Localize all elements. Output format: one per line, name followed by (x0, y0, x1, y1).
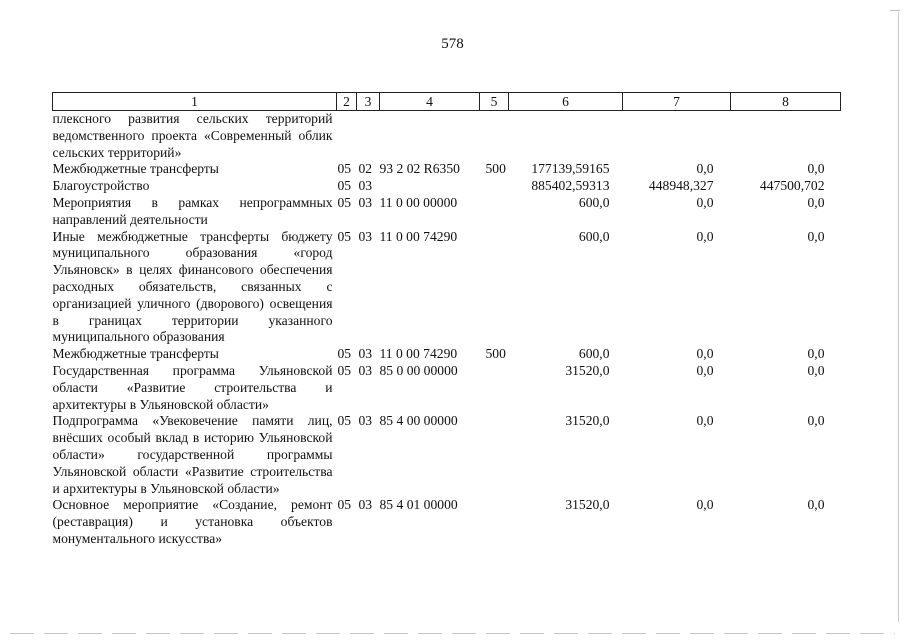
scan-edge-bottom (10, 633, 895, 634)
page-number: 578 (441, 36, 464, 52)
row-expense-type (480, 229, 509, 347)
table-row (53, 161, 841, 178)
row-section: 05 (337, 194, 352, 210)
row-expense-type (480, 363, 509, 413)
scan-edge-right (898, 12, 899, 622)
row-amount-col6: 31520,0 (565, 362, 610, 378)
budget-table (52, 92, 841, 548)
table-row (53, 346, 841, 363)
row-section: 05 (337, 228, 352, 244)
row-section: 05 (337, 161, 352, 177)
row-name: плексного развития сельских территорий ведомственного проекта «Современный облик сельских территорий» (52, 111, 333, 160)
column-header-5: 5 (480, 93, 509, 111)
row-amount-col8 (731, 111, 841, 162)
row-amount-col8: 0,0 (807, 194, 825, 210)
row-target-article (380, 111, 480, 162)
row-amount-col8: 447500,702 (759, 178, 825, 194)
row-expense-type (480, 111, 509, 162)
row-target-article: 11 0 00 00000 (379, 194, 458, 210)
row-target-article: 85 4 00 00000 (379, 413, 458, 429)
row-subsection: 03 (358, 346, 373, 362)
row-subsection: 03 (358, 362, 373, 378)
table-row (53, 497, 841, 547)
column-header-row (53, 93, 841, 111)
table-row (53, 178, 841, 195)
row-amount-col7: 0,0 (696, 194, 714, 210)
row-target-article (380, 178, 480, 195)
row-name: Мероприятия в рамках непрограммных направлений деятельности (52, 194, 333, 227)
row-target-article: 85 0 00 00000 (379, 362, 458, 378)
row-amount-col6: 600,0 (578, 194, 610, 210)
table-row (53, 413, 841, 497)
column-header-8: 8 (731, 93, 841, 111)
row-subsection: 02 (358, 161, 373, 177)
row-amount-col8: 0,0 (807, 497, 825, 513)
row-name: Основное мероприятие «Создание, ремонт (реставрация) и установка объектов монументального искусства» (52, 497, 333, 546)
row-amount-col6: 600,0 (578, 346, 610, 362)
row-amount-col7: 0,0 (696, 161, 714, 177)
row-amount-col8: 0,0 (807, 346, 825, 362)
row-amount-col7: 0,0 (696, 362, 714, 378)
row-section: 05 (337, 178, 352, 194)
row-subsection: 03 (358, 194, 373, 210)
row-amount-col6: 885402,59313 (531, 178, 610, 194)
row-amount-col7 (623, 111, 731, 162)
row-name: Подпрограмма «Увековечение памяти лиц, внёсших особый вклад в историю Ульяновской области» государственной программы Ульяновской области «Развитие строительства и архитектуры в Ульяновской области» (52, 413, 333, 496)
row-amount-col7: 0,0 (696, 497, 714, 513)
row-section: 05 (337, 362, 352, 378)
row-expense-type (480, 178, 509, 195)
row-amount-col8: 0,0 (807, 413, 825, 429)
table-row (53, 111, 841, 162)
row-name: Межбюджетные трансферты (52, 161, 219, 177)
row-expense-type (480, 413, 509, 497)
row-amount-col6 (509, 111, 623, 162)
column-header-2: 2 (337, 93, 357, 111)
row-subsection: 03 (358, 178, 373, 194)
row-amount-col8: 0,0 (807, 228, 825, 244)
column-header-4: 4 (380, 93, 480, 111)
row-subsection (357, 111, 380, 162)
row-section: 05 (337, 497, 352, 513)
row-amount-col8: 0,0 (807, 161, 825, 177)
table-row (53, 363, 841, 413)
row-amount-col6: 31520,0 (565, 497, 610, 513)
column-header-7: 7 (623, 93, 731, 111)
row-expense-type (480, 195, 509, 229)
row-name: Благоустройство (52, 178, 150, 194)
row-amount-col7: 0,0 (696, 346, 714, 362)
column-header-3: 3 (357, 93, 380, 111)
row-amount-col7: 0,0 (696, 228, 714, 244)
row-amount-col8: 0,0 (807, 362, 825, 378)
row-amount-col6: 600,0 (578, 228, 610, 244)
row-target-article: 93 2 02 R6350 (379, 161, 460, 177)
row-amount-col6: 177139,59165 (531, 161, 610, 177)
row-name: Иные межбюджетные трансферты бюджету муниципального образования «город Ульяновск» в целях финансового обеспечения расходных обязательств, связанных с организацией уличного (дворового) освещения в границах территории указанного муниципального образования (52, 228, 333, 345)
row-name: Государственная программа Ульяновской области «Развитие строительства и архитектуры в Ульяновской области» (52, 362, 333, 412)
column-header-1: 1 (53, 93, 337, 111)
row-section (337, 111, 357, 162)
row-section: 05 (337, 346, 352, 362)
row-expense-type: 500 (485, 346, 506, 362)
table-row (53, 195, 841, 229)
row-subsection: 03 (358, 228, 373, 244)
row-target-article: 11 0 00 74290 (379, 228, 458, 244)
row-name: Межбюджетные трансферты (52, 346, 219, 362)
row-section: 05 (337, 413, 352, 429)
row-target-article: 11 0 00 74290 (379, 346, 458, 362)
row-expense-type: 500 (485, 161, 506, 177)
row-amount-col7: 448948,327 (648, 178, 714, 194)
row-target-article: 85 4 01 00000 (379, 497, 458, 513)
table-row (53, 229, 841, 347)
row-subsection: 03 (358, 497, 373, 513)
column-header-6: 6 (509, 93, 623, 111)
row-subsection: 03 (358, 413, 373, 429)
scan-edge-top (890, 10, 900, 11)
row-amount-col7: 0,0 (696, 413, 714, 429)
row-amount-col6: 31520,0 (565, 413, 610, 429)
row-expense-type (480, 497, 509, 547)
